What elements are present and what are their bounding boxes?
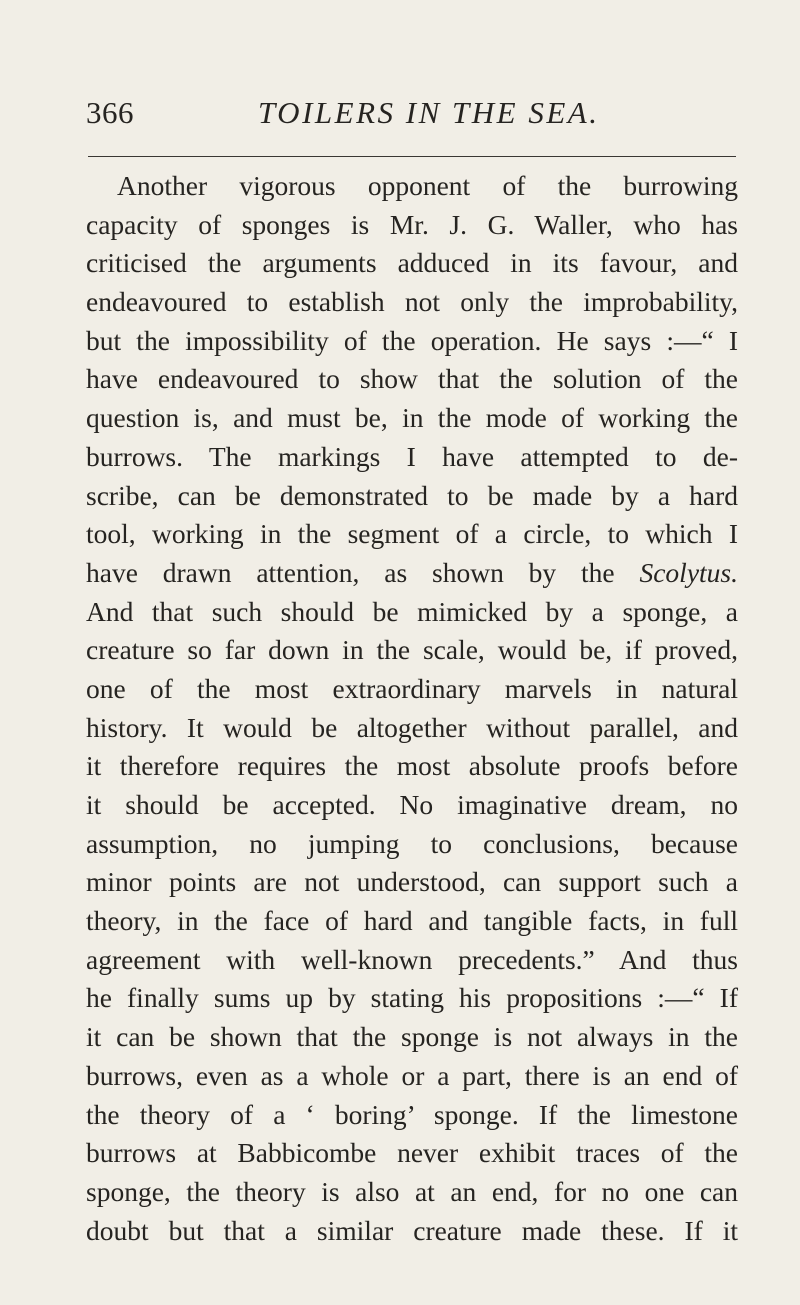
text-line: Another vigorous opponent of the burrowing (117, 170, 738, 201)
text-line: scribe, can be demonstrated to be made by a hard (86, 479, 738, 511)
text-line: creature so far down in the scale, would be, if proved, (86, 634, 738, 666)
text-line: capacity of sponges is Mr. J. G. Waller, who has (86, 208, 738, 240)
page-number: 366 (86, 95, 134, 130)
text-line: burrows, even as a whole or a part, there is an end of (86, 1059, 738, 1091)
header-rule (88, 156, 736, 157)
text-line: doubt but that a similar creature made these. If it (86, 1214, 738, 1246)
text-line: assumption, no jumping to conclusions, because (86, 827, 738, 859)
text-line: the theory of a ‘ boring’ sponge. If the limestone (86, 1098, 738, 1130)
text-line: it therefore requires the most absolute proofs before (86, 750, 738, 782)
text-line: And that such should be mimicked by a sponge, a (86, 595, 738, 627)
text-line: one of the most extraordinary marvels in natural (86, 672, 738, 704)
italic-term: Scolytus. (639, 556, 738, 588)
text-line: criticised the arguments adduced in its favour, and (86, 247, 738, 279)
page-header (86, 95, 736, 135)
text-line: agreement with well-known precedents.” And thus (86, 943, 738, 975)
text-line: burrows. The markings I have attempted to de- (86, 440, 738, 472)
text-line: it should be accepted. No imaginative dream, no (86, 789, 738, 820)
text-segment: have drawn attention, as shown by the (86, 556, 640, 588)
text-line: have endeavoured to show that the solution of the (86, 363, 738, 395)
text-line: endeavoured to establish not only the improbability, (86, 286, 738, 318)
text-line: he finally sums up by stating his propositions :—“ If (86, 982, 738, 1014)
text-line: sponge, the theory is also at an end, for no one can (86, 1175, 738, 1207)
text-line: burrows at Babbicombe never exhibit traces of the (86, 1137, 738, 1169)
running-title: TOILERS IN THE SEA. (258, 95, 600, 130)
text-line: history. It would be altogether without parallel, and (86, 711, 738, 743)
text-line: it can be shown that the sponge is not always in the (86, 1021, 738, 1053)
text-line-with-italic (86, 554, 738, 593)
text-line: but the impossibility of the operation. He says :—“ I (86, 324, 738, 356)
text-line: question is, and must be, in the mode of working the (86, 402, 738, 434)
body-text (86, 167, 738, 1250)
text-line: tool, working in the segment of a circle, to which I (86, 518, 738, 550)
text-line: minor points are not understood, can support such a (86, 866, 738, 898)
text-line: theory, in the face of hard and tangible facts, in full (86, 905, 738, 937)
